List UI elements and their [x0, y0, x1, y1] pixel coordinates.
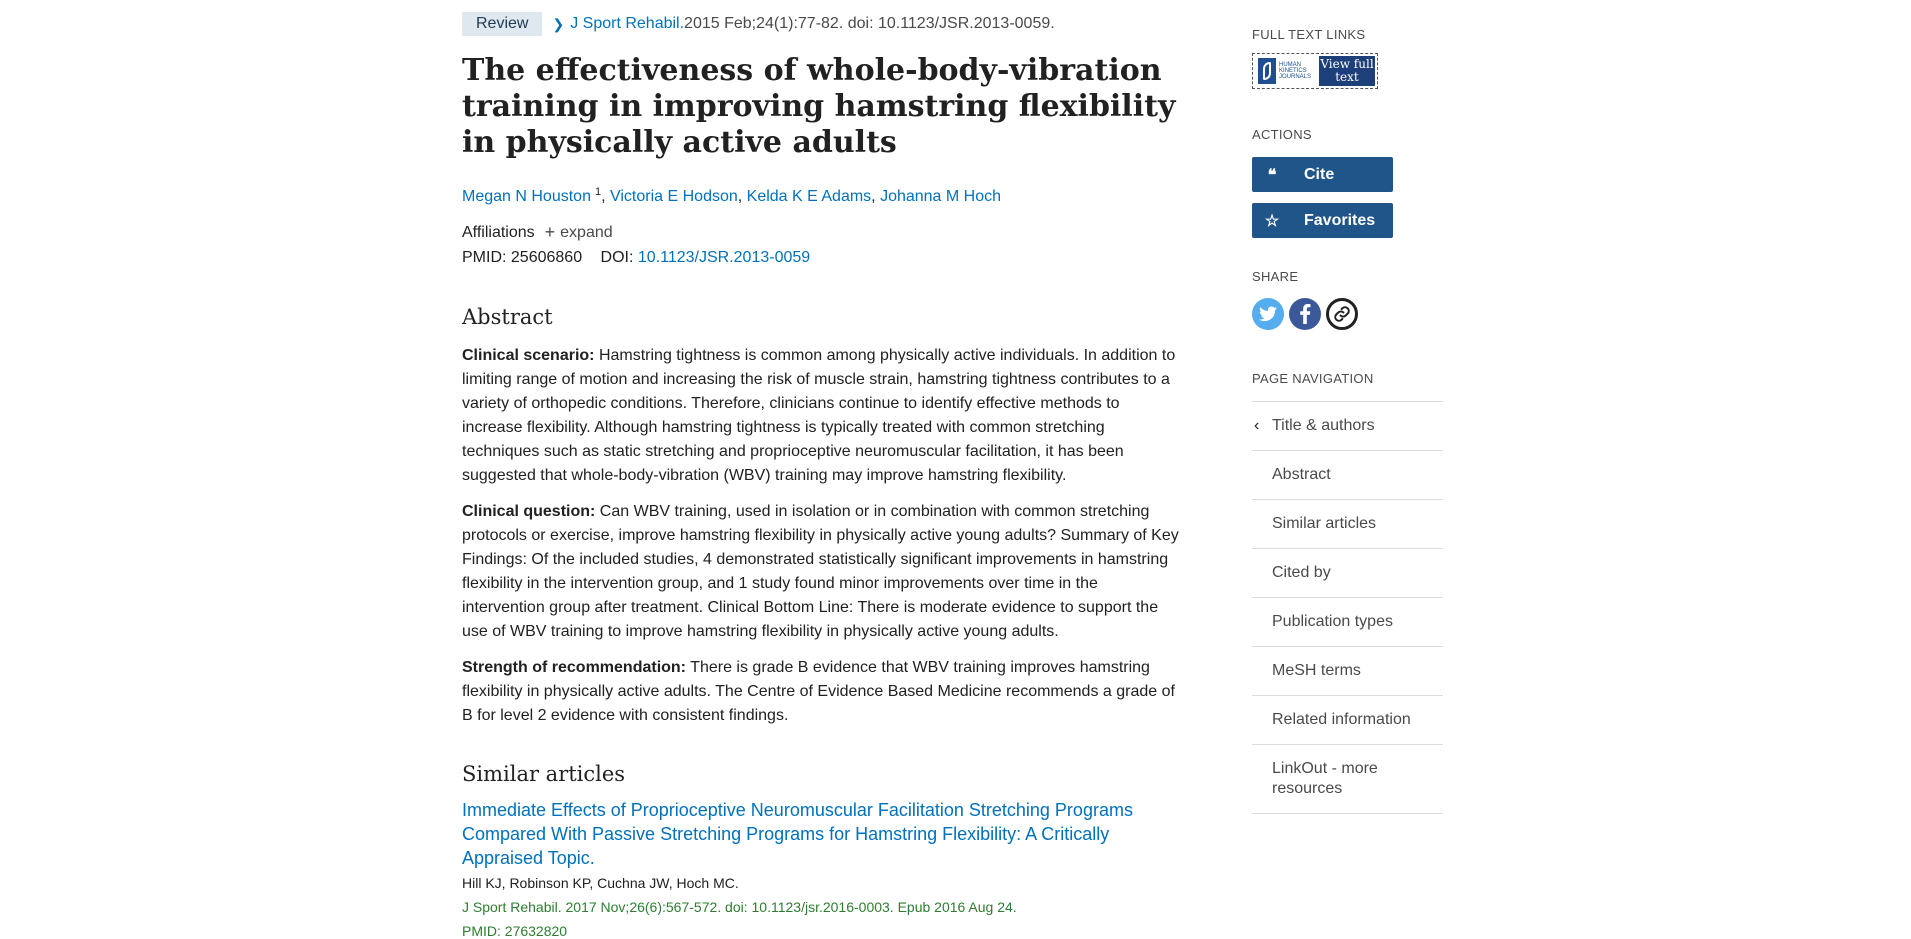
page-navigation-heading: PAGE NAVIGATION — [1252, 371, 1374, 386]
plus-icon: + — [544, 222, 556, 242]
abstract-section-label: Clinical question: — [462, 503, 596, 520]
actions-heading: ACTIONS — [1252, 127, 1312, 142]
abstract-section-text: There is grade B evidence that WBV training improves hamstring flexibility in physically active adults. The Centre of Evidence Based Medicine recommends a grade of B for level 2 evidence with consistent findings. — [462, 659, 1175, 724]
author-separator: , — [601, 188, 610, 205]
pmid-value: 25606860 — [510, 249, 583, 266]
doi-label: DOI: — [600, 249, 634, 266]
nav-item-label: Cited by — [1272, 564, 1331, 581]
publisher-logo-text: HUMAN KINETICS JOURNALS — [1279, 62, 1312, 80]
abstract-section-text: Can WBV training, used in isolation or in combination with common stretching protocols or exercise, improve hamstring flexibility in physically active young adults? Summary of Key Findings: Of the included studies, 4 demonstrated statistically significant improvements in hamstring flexibility in the intervention group, and 1 study found minor improvements over time in the intervention group after treatment. Clinical Bottom Line: There is moderate evidence to support the use of WBV training to improve hamstring flexibility in physically active young adults. — [462, 503, 1179, 640]
author-link[interactable]: Kelda K E Adams — [746, 188, 872, 205]
affiliation-marker[interactable]: 1 — [594, 186, 602, 198]
favorites-button[interactable] — [1252, 203, 1393, 238]
nav-item-label: LinkOut - more resources — [1272, 760, 1378, 797]
nav-item-related-information[interactable] — [1252, 696, 1443, 745]
abstract-section-text: Hamstring tightness is common among physically active individuals. In addition to limiting range of motion and increasing the risk of muscle strain, hamstring tightness contributes to a variety of orthopedic conditions. Therefore, clinicians continue to identify effective methods to increase flexibility. Although hamstring tightness is typically treated with common stretching techniques such as static stretching and proprioceptive neuromuscular facilitation, it has been suggested that whole-body-vibration (WBV) training may improve hamstring flexibility. — [462, 347, 1176, 484]
expand-label: expand — [560, 223, 613, 241]
quote-icon: ❝ — [1267, 166, 1277, 184]
affiliations-row — [462, 222, 613, 243]
cite-button[interactable] — [1252, 157, 1393, 192]
abstract-section-label: Clinical scenario: — [462, 347, 595, 364]
doi-link[interactable]: 10.1123/JSR.2013-0059 — [637, 249, 811, 266]
similar-article-authors: Hill KJ, Robinson KP, Cuchna JW, Hoch MC. — [462, 875, 739, 891]
author-link[interactable]: Megan N Houston — [462, 188, 591, 205]
link-icon[interactable] — [1326, 298, 1358, 330]
star-outline-icon: ☆ — [1264, 212, 1280, 230]
human-kinetics-logo-icon — [1258, 58, 1276, 84]
similar-article-citation: J Sport Rehabil. 2017 Nov;26(6):567-572. doi: 10.1123/jsr.2016-0003. Epub 2016 Aug 24. — [462, 899, 1017, 915]
abstract-paragraph — [462, 344, 1182, 488]
nav-item-label: Related information — [1272, 711, 1411, 728]
nav-item-label: MeSH terms — [1272, 662, 1361, 679]
full-text-links-heading: FULL TEXT LINKS — [1252, 27, 1366, 42]
author-separator: , — [737, 188, 747, 205]
share-buttons — [1252, 298, 1358, 330]
nav-item-similar-articles[interactable] — [1252, 500, 1443, 549]
nav-item-label: Title & authors — [1272, 417, 1375, 434]
facebook-icon[interactable] — [1289, 298, 1321, 330]
identifiers-row — [462, 249, 810, 267]
author-link[interactable]: Johanna M Hoch — [880, 188, 1002, 205]
view-full-text-label: View full text — [1320, 57, 1374, 84]
nav-item-abstract[interactable] — [1252, 451, 1443, 500]
nav-item-mesh-terms[interactable] — [1252, 647, 1443, 696]
author-separator: , — [871, 188, 881, 205]
chevron-left-icon: ‹ — [1254, 417, 1260, 434]
expand-affiliations-button[interactable] — [545, 222, 613, 243]
nav-item-publication-types[interactable] — [1252, 598, 1443, 647]
nav-item-label: Abstract — [1272, 466, 1331, 483]
abstract-section-label: Strength of recommendation: — [462, 659, 687, 676]
chevron-right-icon[interactable]: ❯ — [552, 15, 565, 32]
citation-line — [462, 12, 1055, 36]
abstract-paragraph — [462, 656, 1182, 728]
author-list — [462, 186, 1001, 206]
nav-item-label: Publication types — [1272, 613, 1393, 630]
cite-label: Cite — [1304, 165, 1335, 183]
similar-articles-heading: Similar articles — [462, 762, 626, 786]
publisher-logo — [1255, 56, 1319, 86]
abstract-paragraph — [462, 500, 1182, 644]
article-title: The effectiveness of whole-body-vibration training in improving hamstring flexibility in physically active adults — [462, 53, 1176, 160]
affiliations-label: Affiliations — [462, 223, 535, 241]
citation-details: 2015 Feb;24(1):77-82. doi: 10.1123/JSR.2013-0059. — [684, 15, 1055, 32]
share-heading: SHARE — [1252, 269, 1299, 284]
review-badge: Review — [462, 12, 542, 36]
favorites-label: Favorites — [1304, 211, 1376, 229]
nav-item-linkout[interactable] — [1252, 745, 1443, 814]
nav-item-title-authors[interactable] — [1252, 402, 1443, 451]
similar-article-pmid: PMID: 27632820 — [462, 923, 568, 939]
page-navigation-list — [1252, 401, 1443, 814]
full-text-link-button[interactable] — [1252, 53, 1378, 89]
nav-item-cited-by[interactable] — [1252, 549, 1443, 598]
author-link[interactable]: Victoria E Hodson — [609, 188, 738, 205]
similar-article-title-link[interactable]: Immediate Effects of Proprioceptive Neuromuscular Facilitation Stretching Programs Compared With Passive Stretching Programs for Hamstring Flexibility: A Critically Appraised Topic. — [462, 800, 1133, 868]
abstract-heading: Abstract — [462, 305, 553, 329]
journal-link[interactable]: J Sport Rehabil. — [570, 15, 685, 32]
twitter-icon[interactable] — [1252, 298, 1284, 330]
nav-item-label: Similar articles — [1272, 515, 1377, 532]
pmid-label: PMID: — [462, 249, 507, 266]
